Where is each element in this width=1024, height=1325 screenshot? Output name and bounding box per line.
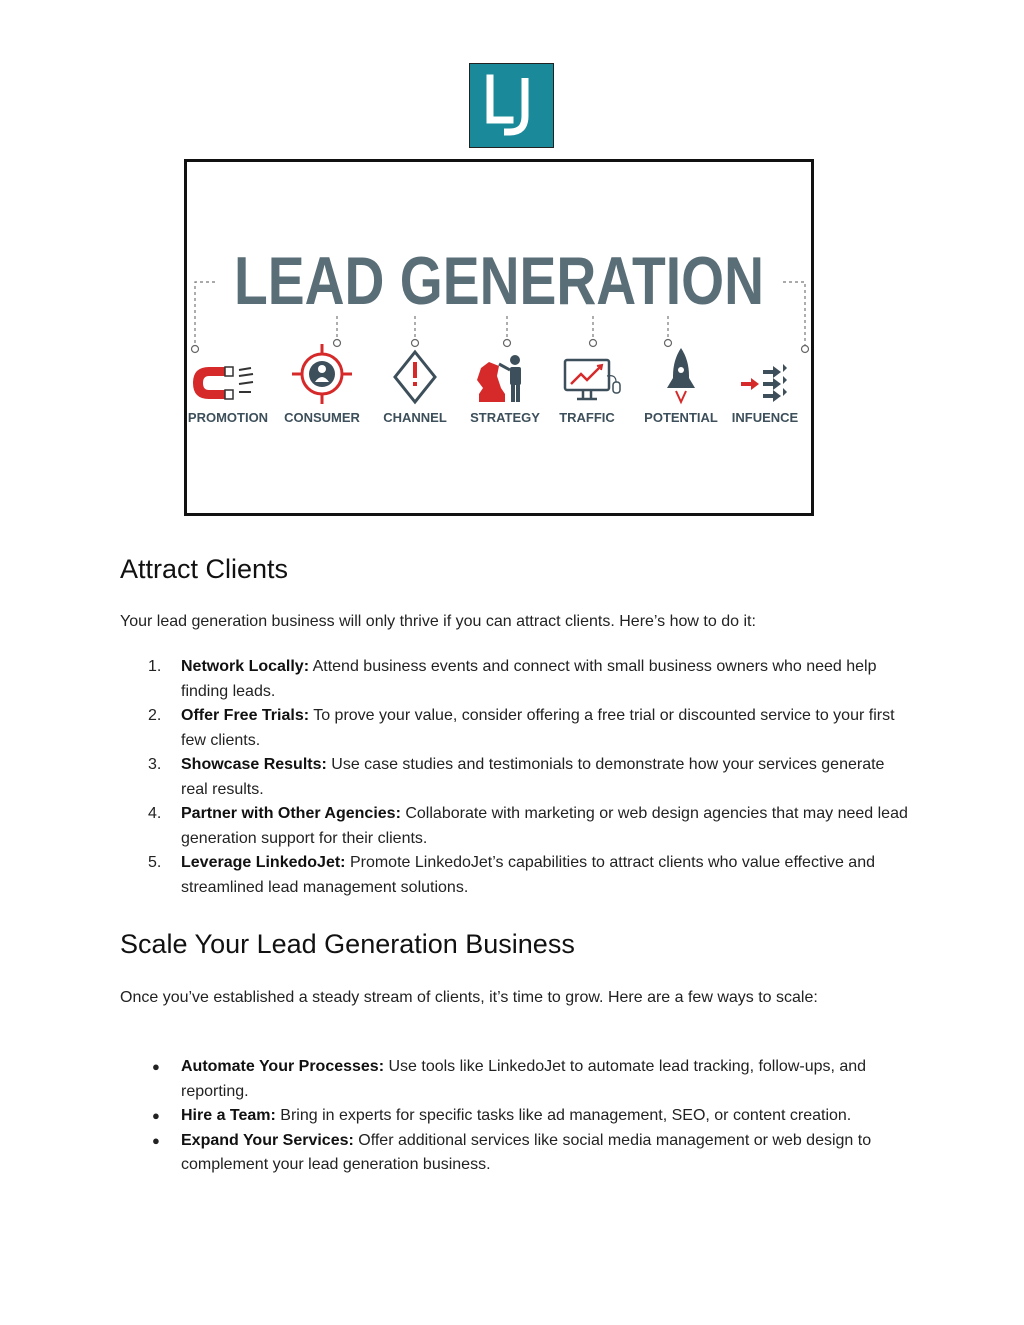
- list-item-title: Automate Your Processes:: [181, 1058, 385, 1075]
- svg-text:LJ: LJ: [470, 64, 472, 65]
- section-intro: Your lead generation business will only thrive if you can attract clients. Here’s how to do it:: [120, 613, 756, 630]
- list-marker: 3.: [148, 756, 162, 773]
- banner-label-strategy: STRATEGY: [470, 410, 540, 425]
- list-item-title: Partner with Other Agencies:: [181, 805, 401, 822]
- banner-label-traffic: TRAFFIC: [559, 410, 615, 425]
- section-heading-attract-clients: Attract Clients: [120, 554, 289, 584]
- bullet-icon: ●: [152, 1108, 160, 1123]
- list-item-title: Showcase Results:: [181, 756, 327, 773]
- list-item-text: Use tools like LinkedoJet to automate lead tracking, follow-ups, and reporting.: [181, 1058, 867, 1100]
- section-heading-scale-business: Scale Your Lead Generation Business: [120, 929, 575, 959]
- list-marker: 5.: [148, 854, 162, 871]
- list-item-text: To prove your value, consider offering a free trial or discounted service to your first few clients.: [181, 707, 895, 749]
- target-person-icon: [292, 344, 352, 404]
- magnet-icon: [193, 367, 253, 399]
- list-item-text: Use case studies and testimonials to demonstrate how your services generate real results.: [181, 756, 885, 798]
- list-item-text: Collaborate with marketing or web design agencies that may need lead generation support for their clients.: [181, 805, 908, 847]
- list-item: [120, 1129, 910, 1178]
- list-item: [120, 704, 910, 753]
- warning-diamond-icon: [395, 352, 435, 402]
- list-marker: 1.: [148, 658, 162, 675]
- chess-knight-person-icon: [477, 355, 521, 402]
- list-item-text: Offer additional services like social media management or web design to complement your lead generation business.: [181, 1131, 872, 1173]
- bullet-icon: ●: [152, 1059, 160, 1074]
- list-item-title: Hire a Team:: [181, 1107, 276, 1124]
- attract-clients-list: [120, 655, 910, 900]
- banner-label-infuence: INFUENCE: [731, 410, 799, 425]
- list-item-title: Expand Your Services:: [181, 1131, 354, 1149]
- list-item-title: Offer Free Trials:: [181, 707, 310, 724]
- lead-generation-banner: [184, 159, 814, 516]
- list-item: [120, 851, 910, 900]
- list-item-text: Attend business events and connect with small business owners who need help finding leads.: [181, 658, 877, 700]
- list-item: [120, 1104, 910, 1129]
- list-item-text: Bring in experts for specific tasks like ad management, SEO, or content creation.: [275, 1107, 852, 1124]
- section-intro: Once you’ve established a steady stream of clients, it’s time to grow. Here are a few ways to scale:: [120, 989, 818, 1006]
- list-marker: 2.: [148, 707, 162, 724]
- banner-label-channel: CHANNEL: [383, 410, 447, 425]
- scale-business-list: [120, 1055, 910, 1178]
- list-item-text: Promote LinkedoJet’s capabilities to attract clients who value effective and streamlined lead management solutions.: [181, 854, 875, 896]
- list-marker: 4.: [148, 805, 162, 822]
- list-item: [120, 753, 910, 802]
- rocket-icon: [667, 348, 695, 402]
- banner-title: LEAD GENERATION: [234, 243, 764, 319]
- arrows-icon: [741, 364, 787, 402]
- list-item: [120, 655, 910, 704]
- banner-label-promotion: PROMOTION: [187, 410, 269, 425]
- bullet-icon: ●: [152, 1132, 160, 1148]
- list-item-title: Network Locally:: [181, 658, 310, 675]
- list-item: [120, 802, 910, 851]
- monitor-chart-icon: [565, 360, 620, 399]
- banner-graphic: [187, 162, 811, 513]
- banner-label-consumer: CONSUMER: [284, 410, 360, 425]
- list-item-title: Leverage LinkedoJet:: [181, 854, 346, 871]
- logo: [469, 63, 554, 148]
- list-item: [120, 1055, 910, 1104]
- logo-lj-icon: [470, 64, 553, 147]
- banner-label-potential: POTENTIAL: [644, 410, 718, 425]
